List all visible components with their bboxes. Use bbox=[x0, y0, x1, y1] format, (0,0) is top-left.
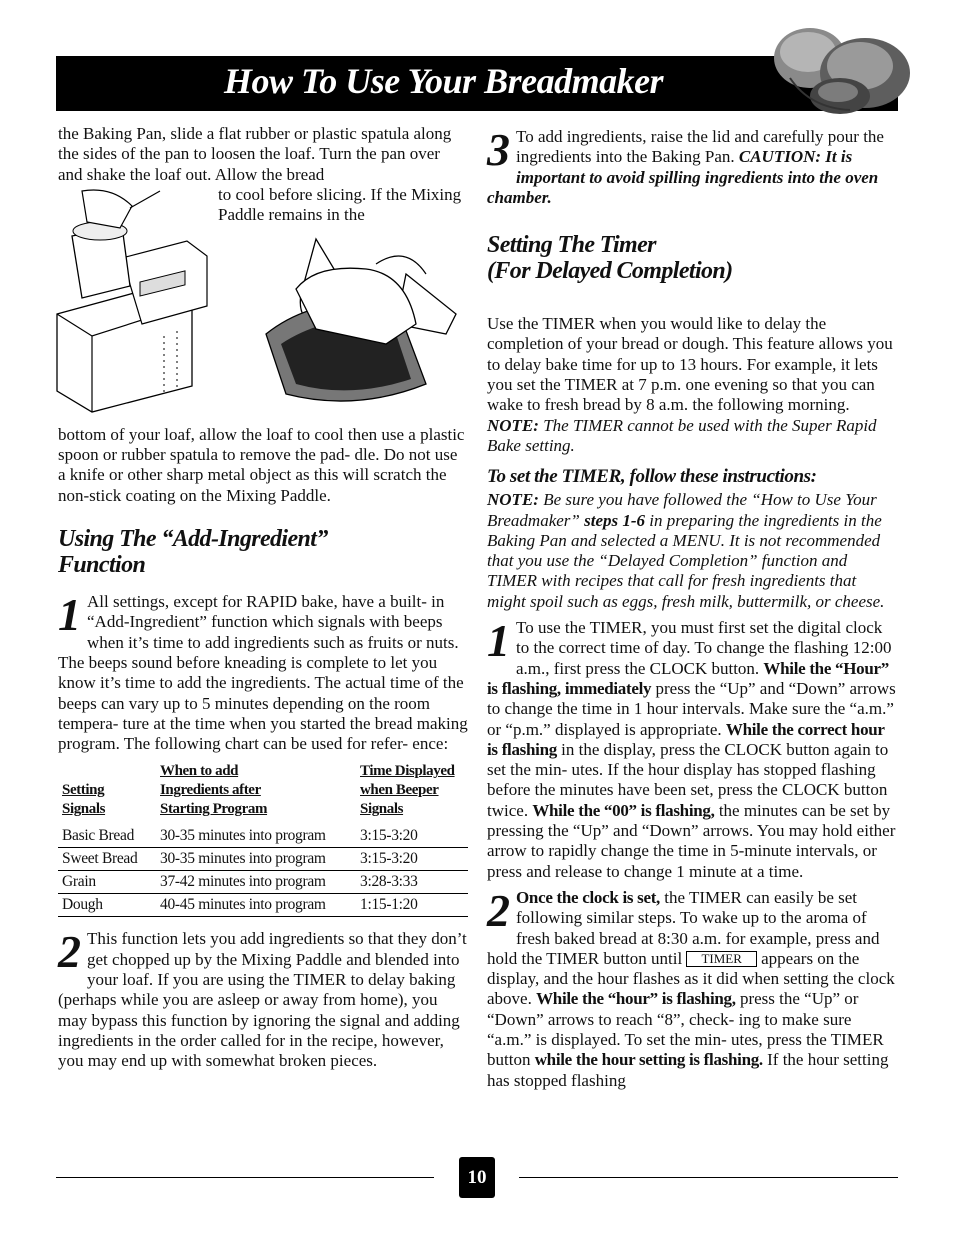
step-number: 3 bbox=[487, 124, 510, 175]
table-row: Grain 37-42 minutes into program 3:28-3:33 bbox=[58, 871, 468, 894]
header-time-displayed: Time Displayed when Beeper Signals bbox=[360, 763, 455, 818]
add-ingredient-step-3: 3 To add ingredients, raise the lid and carefully pour the ingredients into the Baking Pan. CAUTION: It is important to avoid spilling ingredients into the oven chamber. bbox=[487, 124, 884, 207]
table-row: Basic Bread 30-35 minutes into program 3:15-3:20 bbox=[58, 825, 468, 848]
intro-text-b: to cool before slicing. If the Mixing Paddle remains in the bbox=[218, 184, 462, 225]
header-setting: Setting Signals bbox=[62, 782, 106, 818]
page-title: How To Use Your Breadmaker bbox=[224, 61, 664, 101]
add-ingredient-heading: Using The “Add-Ingredient” Function bbox=[58, 526, 328, 579]
instructions-heading: To set the TIMER, follow these instructions: bbox=[487, 466, 817, 488]
timer-note-2: NOTE: Be sure you have followed the “How to Use Your Breadmaker” steps 1-6 in preparing the ingredients in the Baking Pan and selected a MENU. It is not recommended that you use the “Delayed Completion” function and TIMER with recipes that call for fresh ingredients that might spoil such as eggs, fresh milk, buttermilk, or cheese. bbox=[487, 490, 885, 611]
step-number: 2 bbox=[58, 926, 81, 978]
timer-step-2: 2 Once the clock is set, the TIMER can easily be set following similar steps. To wake up to the aroma of fresh baked bread at 8:30 a.m. for example, press and hold the TIMER button until TIMER appears on the display, and the hour flashes as it did when setting the clock above. While the “hour” is flashing, press the “Up” or “Down” arrows to reach “8”, check- ing to make sure “a.m.” is displayed. To set the min- utes, press the TIMER button while the hour setting is flashing. If the hour setting has stopped flashing bbox=[487, 884, 895, 1090]
timer-step-1: 1 To use the TIMER, you must first set the digital clock to the correct time of day. To change the flashing 12:00 a.m., first press the CLOCK button. While the “Hour” is flashing, immediately press the “Up” and “Down” arrows to change the time in 1 hour intervals. Make sure the “a.m.” or “p.m.” displayed is appropriate. While the correct hour is flashing in the display, press the CLOCK button again to set the min- utes. If the hour display has stopped flashing before the minutes have been set, press the CLOCK button twice. While the “00” is flashing, the minutes can be set by pressing the “Up” and “Down” arrows. You may hold either arrow to rapidly change the time in 5-minute intervals, or press and release to change 1 minute at a time. bbox=[487, 615, 896, 881]
intro-text-c: bottom of your loaf, allow the loaf to cool then use a plastic spoon or rubber spatula to remove the pad- dle. Do not use a knife or other sharp metal object as this will scratch the non-stick coating on the Mixing Paddle. bbox=[58, 424, 465, 505]
timer-display-indicator: TIMER bbox=[686, 951, 756, 967]
table-row: Dough 40-45 minutes into program 1:15-1:20 bbox=[58, 894, 468, 917]
setting-timer-heading: Setting The Timer (For Delayed Completion) bbox=[487, 232, 733, 285]
header-when-to-add: When to add Ingredients after Starting Program bbox=[160, 763, 268, 818]
add-ingredient-step-1: 1 All settings, except for RAPID bake, have a built- in “Add-Ingredient” function which signals with beeps when it’s time to add ingredients such as fruits or nuts. The beeps sound before kneading is complete to let you know it’s time to add the ingredients. The actual time of the beeps can vary up to 5 minutes depending on the room tempera- ture at the time when you started the bread making program. The following chart can be used for refer- ence: bbox=[58, 589, 468, 754]
add-ingredient-step-2: 2 This function lets you add ingredients so that they don’t get chopped up by the Mixing Paddle and blended into your loaf. If you are using the TIMER to delay baking (perhaps while you are asleep or away from home), you may bypass this function by ignoring the signal and adding ingredients in the order called for in the recipe, however, you may end up with somewhat broken pieces. bbox=[58, 926, 467, 1071]
bread-photo bbox=[770, 18, 915, 118]
left-column bbox=[58, 124, 468, 1072]
step-number: 1 bbox=[58, 589, 81, 641]
page-number: 10 bbox=[459, 1157, 495, 1198]
table-row: Sweet Bread 30-35 minutes into program 3:15-3:20 bbox=[58, 848, 468, 871]
timer-intro: Use the TIMER when you would like to delay the completion of your bread or dough. This feature allows you to delay bake time for up to 13 hours. For example, it lets you set the TIMER at 7 p.m. one evening so that you can wake to fresh bread by 8 a.m. the following morning. NOTE: The TIMER cannot be used with the Super Rapid Bake setting. bbox=[487, 314, 893, 455]
beeper-chart bbox=[58, 762, 468, 917]
footer-rule-right bbox=[519, 1177, 898, 1178]
right-column bbox=[487, 124, 897, 1091]
footer-rule-left bbox=[56, 1177, 434, 1178]
step-number: 1 bbox=[487, 615, 510, 667]
step-number: 2 bbox=[487, 884, 510, 936]
caution-text: CAUTION: It is important to avoid spilling ingredients into the oven chamber. bbox=[487, 147, 879, 207]
intro-text-a: the Baking Pan, slide a flat rubber or plastic spatula along the sides of the pan to loosen the loaf. Turn the pan over and shake the loaf out. Allow the bread bbox=[58, 124, 452, 184]
